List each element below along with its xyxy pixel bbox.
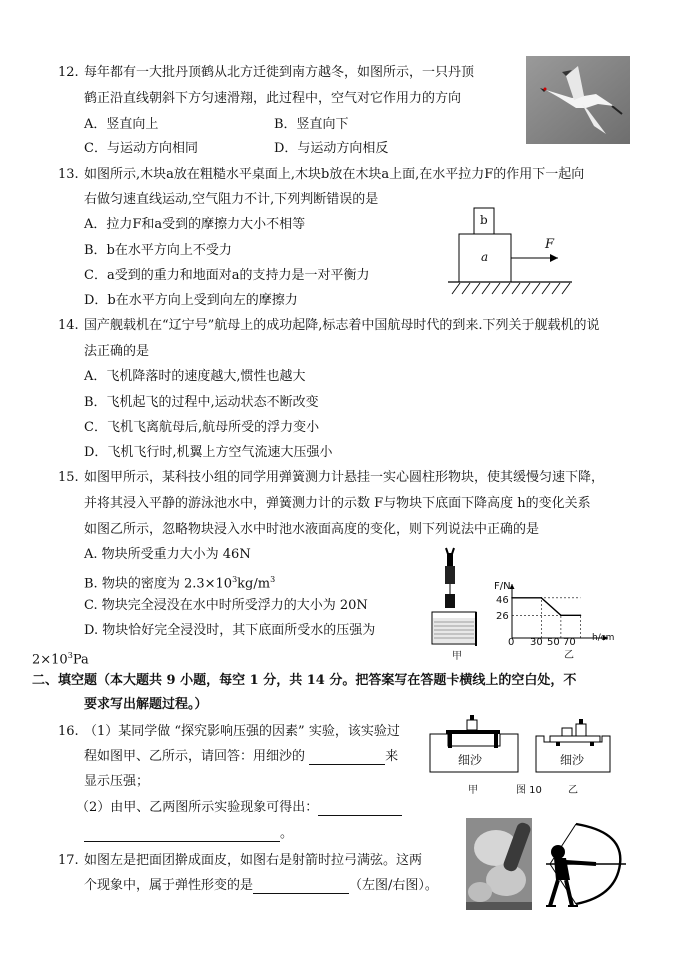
spring-scale-apparatus (428, 544, 488, 660)
q16-line5: 。 (84, 825, 293, 842)
archer-drawing (536, 818, 628, 910)
graph-tick-26: 26 (496, 611, 509, 622)
q17-blank[interactable] (253, 879, 349, 894)
q15-stem-line2: 并将其浸入平静的游泳池水中，弹簧测力计的示数 F与物块下底面下降高度 h的变化关系 (84, 496, 591, 511)
force-f-label: F (545, 237, 555, 252)
q12-stem-line2: 鹤正沿直线朝斜下方匀速滑翔，此过程中，空气对它作用力的方向 (84, 91, 462, 106)
q15-option-d-cont: $2\times 10^3Pa$ (32, 651, 89, 668)
q17-line2: 个现象中，属于弹性形变的是 （左图/右图）。 (84, 878, 438, 893)
q13-stem-line2: 右做匀速直线运动,空气阻力不计,下列判断错误的是 (84, 192, 379, 207)
sand-label-1: 细沙 (458, 753, 483, 767)
q16-number: 16. (58, 724, 79, 739)
block-figure (448, 206, 578, 298)
q13-stem-line1: 如图所示,木块a放在粗糙水平桌面上,木块b放在木块a上面,在水平拉力F的作用下一起向 (84, 167, 585, 182)
q16-blank-2[interactable] (318, 801, 402, 816)
q12-option-d: D．与运动方向相反 (274, 141, 389, 156)
q13-option-b: B．b在水平方向上不受力 (84, 243, 232, 258)
block-b-label: b (480, 213, 488, 227)
graph-data-point (541, 597, 543, 599)
sand-label-2: 细沙 (560, 753, 585, 767)
q14-stem-line2: 法正确的是 (84, 344, 150, 359)
section2-title-cont: 要求写出解题过程。） (84, 697, 208, 712)
q12-stem-line1: 每年都有一大批丹顶鹤从北方迁徙到南方越冬，如图所示，一只丹顶 (84, 65, 475, 80)
q13-option-d: D．b在水平方向上受到向左的摩擦力 (84, 293, 298, 308)
caption-jia: 甲 (452, 651, 462, 662)
dough-rolling-photo (466, 818, 532, 910)
graph-tick-70: 70 (563, 637, 576, 648)
sand-experiment-figure (428, 712, 618, 798)
graph-data-point (511, 597, 513, 599)
q14-stem-line1: 国产舰载机在“辽宁号”航母上的成功起降,标志着中国航母时代的到来.下列关于舰载机的说 (84, 318, 600, 333)
section2-title: 二、填空题（本大题共 9 小题，每空 1 分，共 14 分。把答案写在答题卡横线上的空白处，不 (32, 673, 577, 688)
graph-tick-30: 30 (530, 637, 543, 648)
q16-line2: 程如图甲、乙所示，请回答：用细沙的 来 (84, 749, 399, 764)
q17-line1: 如图左是把面团擀成面皮，如图右是射箭时拉弓满弦。这两 (84, 853, 423, 868)
q14-option-b: B．飞机起飞的过程中,运动状态不断改变 (84, 395, 319, 410)
q13-option-a: A．拉力F和a受到的摩擦力大小不相等 (84, 217, 306, 232)
graph-tick-0: 0 (508, 637, 515, 648)
caption-fig10: 图 10 (516, 785, 542, 796)
q16-line4: （2）由甲、乙两图所示实验现象可得出： (76, 799, 402, 816)
graph-data-point (580, 615, 582, 617)
q16-line1: （1）某同学做 “探究影响压强的因素” 实验，该实验过 (84, 724, 400, 739)
q15-option-c: C. 物块完全浸没在水中时所受浮力的大小为 20N (84, 598, 368, 613)
graph-tick-50: 50 (547, 637, 560, 648)
q15-option-d: D. 物块恰好完全浸没时，其下底面所受水的压强为 (84, 623, 376, 638)
crane-photo (526, 56, 630, 144)
q14-option-d: D．飞机飞行时,机翼上方空气流速大压强小 (84, 445, 333, 460)
graph-data-point (560, 615, 562, 617)
q15-stem-line1: 如图甲所示，某科技小组的同学用弹簧测力计悬挂一实心圆柱形物块，使其缓慢匀速下降， (84, 470, 605, 485)
q15-option-a: A. 物块所受重力大小为 46N (84, 547, 251, 562)
graph-tick-46: 46 (496, 595, 509, 606)
caption-yi: 乙 (564, 650, 574, 661)
q12-option-c: C．与运动方向相同 (84, 141, 198, 156)
graph-x-axis-label: h/cm (592, 633, 615, 643)
q14-option-a: A．飞机降落时的速度越大,惯性也越大 (84, 369, 306, 384)
q13-number: 13. (58, 167, 79, 182)
q16-blank-1[interactable] (309, 750, 385, 765)
q13-option-c: C．a受到的重力和地面对a的支持力是一对平衡力 (84, 268, 370, 283)
q14-option-c: C．飞机飞离航母后,航母所受的浮力变小 (84, 420, 320, 435)
block-a-label: a (481, 250, 489, 264)
q15-number: 15. (58, 470, 79, 485)
q15-stem-line3: 如图乙所示，忽略物块浸入水中时池水液面高度的变化，则下列说法中正确的是 (84, 522, 540, 537)
q12-number: 12. (58, 65, 79, 80)
q17-number: 17. (58, 853, 79, 868)
caption-jia-16: 甲 (468, 785, 478, 796)
force-depth-graph (492, 580, 616, 660)
q14-number: 14. (58, 318, 79, 333)
q12-option-b: B．竖直向下 (274, 117, 349, 132)
graph-y-axis-label: F/N (494, 581, 511, 592)
q16-blank-2-cont[interactable] (84, 827, 280, 842)
caption-yi-16: 乙 (568, 785, 578, 796)
graph-data-line (512, 598, 580, 615)
q12-option-a: A．竖直向上 (84, 117, 159, 132)
q15-option-b: B. 物块的密度为 $2.3\times 10^3kg/m^3$ (84, 575, 276, 592)
q16-line3: 显示压强； (84, 774, 150, 789)
